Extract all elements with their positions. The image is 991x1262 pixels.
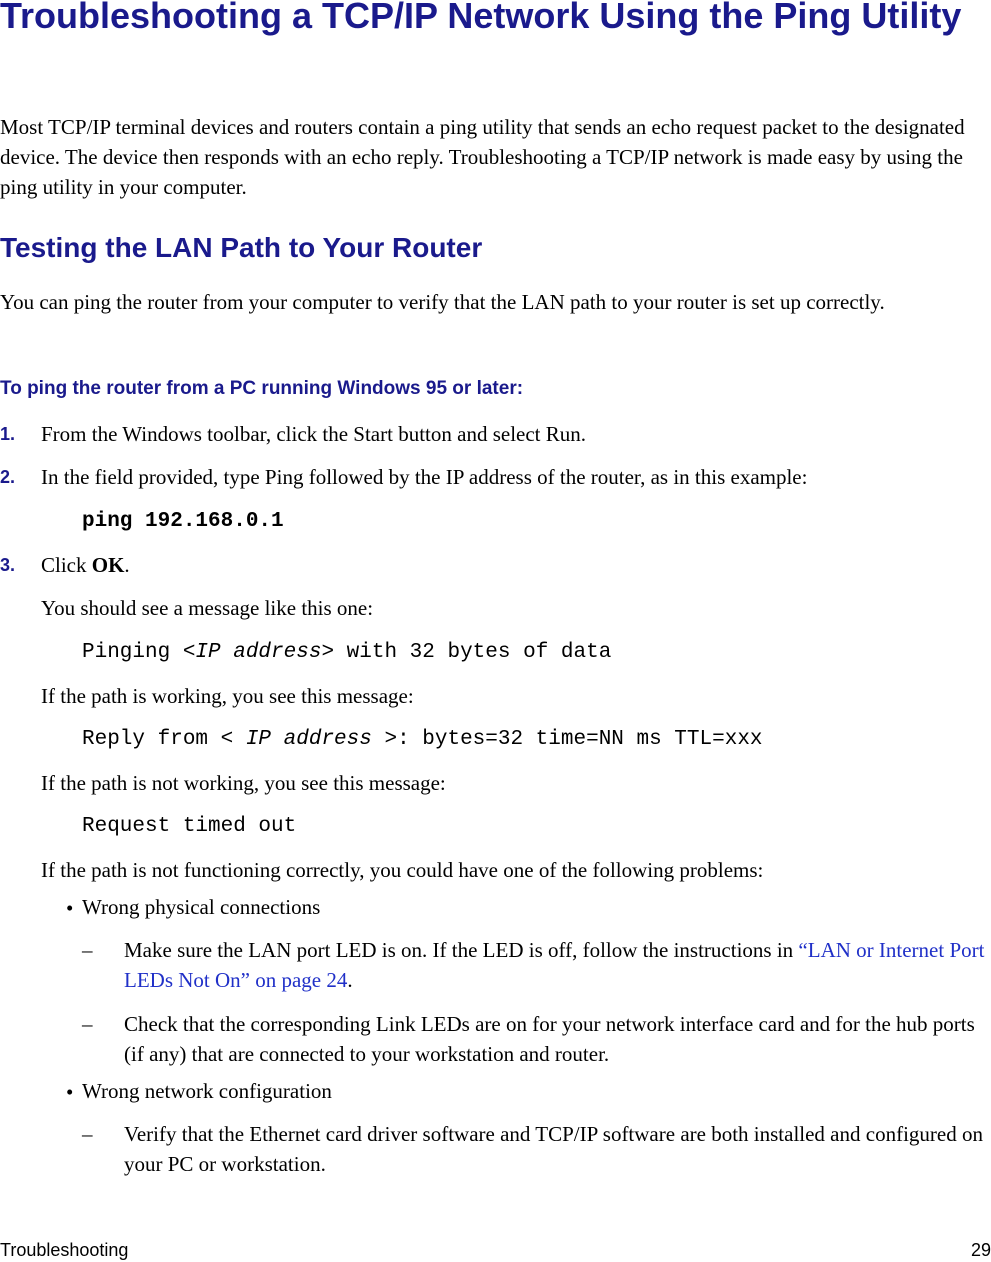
pinging-message: Pinging <IP address> with 32 bytes of data <box>82 641 612 664</box>
dash-icon: – <box>82 1122 93 1146</box>
step-number: 1. <box>0 424 16 444</box>
footer-chapter: Troubleshooting <box>0 1240 129 1260</box>
timeout-message: Request timed out <box>82 815 297 838</box>
sub-item: Verify that the Ethernet card driver software and TCP/IP software are both installed and configured on your PC or workstation. <box>124 1122 983 1176</box>
page-title: Troubleshooting a TCP/IP Network Using the Ping Utility <box>0 0 962 36</box>
intro-paragraph: Most TCP/IP terminal devices and routers contain a ping utility that sends an echo request packet to the designated device. The device then responds with an echo reply. Troubleshooting a TCP/IP network is made easy by using the ping utility in your computer. <box>0 115 965 199</box>
ping-command-example: ping 192.168.0.1 <box>82 510 284 533</box>
procedure-heading: To ping the router from a PC running Windows 95 or later: <box>0 378 524 399</box>
sub-item: Make sure the LAN port LED is on. If the LED is off, follow the instructions in “LAN or Internet Port LEDs Not On” on page 24. <box>124 938 985 992</box>
problems-intro-text: If the path is not functioning correctly, you could have one of the following problems: <box>41 858 764 882</box>
step-number: 3. <box>0 555 16 575</box>
section-intro-paragraph: You can ping the router from your computer to verify that the LAN path to your router is set up correctly. <box>0 290 885 314</box>
led-troubleshooting-link[interactable]: “LAN or Internet Port LEDs Not On” on page 24 <box>124 938 985 992</box>
dash-icon: – <box>82 938 93 962</box>
bullet-icon: • <box>66 896 74 920</box>
bullet-icon: • <box>66 1080 74 1104</box>
footer-page-number: 29 <box>970 1240 991 1260</box>
problem-item: Wrong network configuration <box>82 1079 332 1103</box>
path-working-text: If the path is working, you see this message: <box>41 684 414 708</box>
see-message-text: You should see a message like this one: <box>41 596 374 620</box>
step-text: From the Windows toolbar, click the Start button and select Run. <box>41 422 587 446</box>
sub-item: Check that the corresponding Link LEDs are on for your network interface card and for the hub ports (if any) that are connected to your workstation and router. <box>124 1012 975 1066</box>
section-heading: Testing the LAN Path to Your Router <box>0 232 483 263</box>
step-text: In the field provided, type Ping followed by the IP address of the router, as in this example: <box>41 465 808 489</box>
step-number: 2. <box>0 467 16 487</box>
path-not-working-text: If the path is not working, you see this message: <box>41 771 446 795</box>
step-text: Click OK. <box>41 553 130 577</box>
reply-message: Reply from < IP address >: bytes=32 time=NN ms TTL=xxx <box>82 728 763 751</box>
dash-icon: – <box>82 1012 93 1036</box>
ok-label: OK <box>91 553 125 577</box>
problem-item: Wrong physical connections <box>82 895 321 919</box>
